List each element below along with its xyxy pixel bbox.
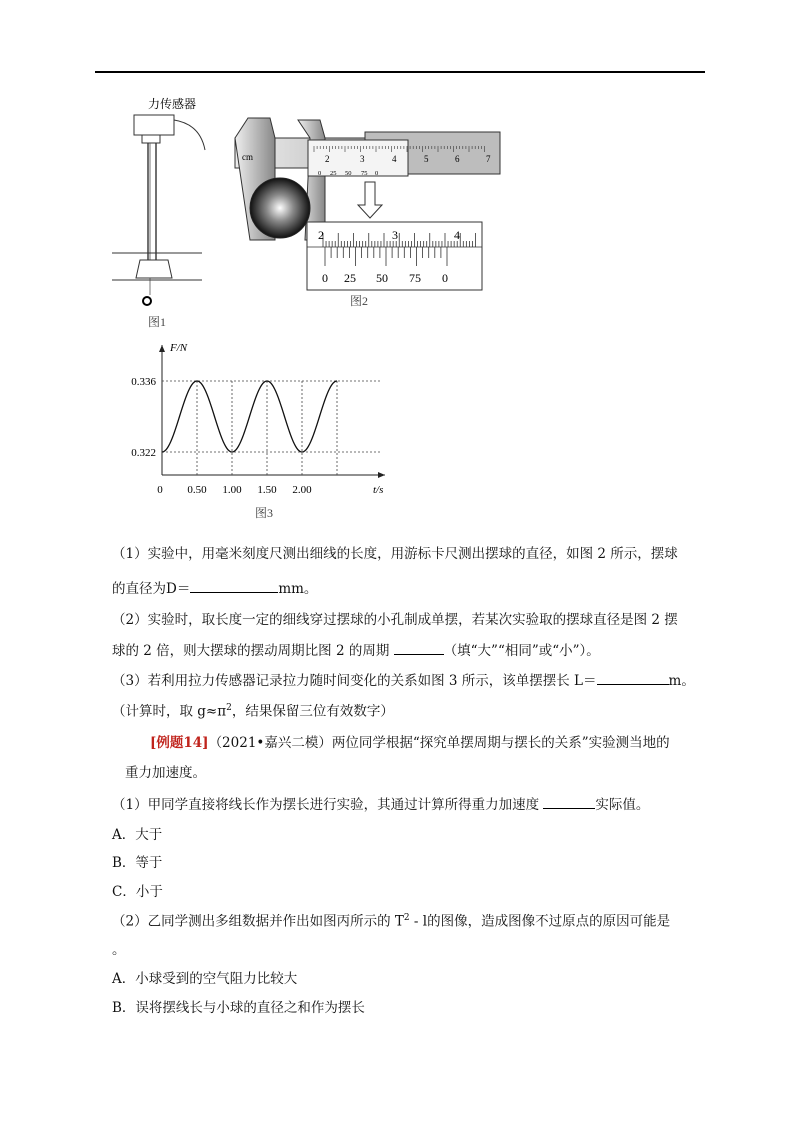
example-14-line2: 重力加速度。 — [125, 765, 206, 781]
zoom-vernier-label: 50 — [376, 271, 388, 285]
q2-line1: （2）实验时，取长度一定的细线穿过摆球的小孔制成单摆，若某次实验取的摆球直径是图 2 摆 — [112, 612, 678, 628]
option-c1: C．小于 — [112, 884, 163, 900]
q1-line2 — [112, 580, 317, 597]
option-b1: B．等于 — [112, 855, 163, 871]
q1-line1: （1）实验中，用毫米刻度尺测出细线的长度，用游标卡尺测出摆球的直径，如图 2 所示，摆球 — [112, 546, 678, 562]
vernier-small-label: 50 — [345, 170, 352, 177]
q1-prefix: 的直径为D＝ — [112, 581, 191, 597]
figure-3-chart — [110, 335, 410, 525]
part2-sup: 2 — [403, 913, 410, 923]
q2-prefix: 球的 2 倍，则大摆球的摆动周期比图 2 的周期 — [112, 643, 390, 659]
main-tick-label: 5 — [424, 154, 429, 164]
q3-line1 — [112, 672, 695, 689]
part2-end: 。 — [112, 942, 126, 958]
q1-suffix: mm。 — [278, 581, 318, 597]
zoom-main-label: 2 — [318, 228, 324, 242]
answer-blank-g[interactable] — [543, 796, 595, 809]
q3-suffix: m。 — [668, 673, 695, 689]
zoom-main-label: 3 — [392, 228, 398, 242]
vernier-small-label: 75 — [361, 170, 368, 177]
vernier-small-label: 0 — [375, 170, 379, 177]
main-tick-label: 7 — [486, 154, 491, 164]
x-tick-label: 1.50 — [257, 484, 277, 496]
part1-prefix: （1）甲同学直接将线长作为摆长进行实验，其通过计算所得重力加速度 — [112, 797, 540, 813]
part2-prefix: （2）乙同学测出多组数据并作出如图丙所示的 T — [112, 913, 404, 930]
part2-question — [112, 913, 670, 930]
header-rule — [95, 71, 705, 73]
vernier-small-label: 0 — [318, 170, 322, 177]
x-tick-label: 1.00 — [222, 484, 242, 496]
fig1-caption: 图1 — [148, 315, 167, 329]
figures-1-2 — [110, 90, 510, 330]
y-axis-label: F/N — [170, 342, 188, 354]
q3-prefix: （3）若利用拉力传感器记录拉力随时间变化的关系如图 3 所示，该单摆摆长 L＝ — [112, 673, 597, 689]
zoom-main-label: 4 — [454, 228, 460, 242]
q3-line2 — [112, 703, 394, 720]
answer-blank-d[interactable] — [190, 580, 278, 593]
q3-note-b: ，结果保留三位有效数字） — [231, 703, 394, 720]
option-a2: A．小球受到的空气阻力比较大 — [112, 971, 298, 987]
figure-1-stand — [112, 96, 205, 329]
zoom-vernier-label: 0 — [322, 271, 328, 285]
x-tick-label: 0.50 — [187, 484, 207, 496]
q3-sup: 2 — [226, 703, 232, 713]
series-line-f — [162, 381, 337, 452]
answer-blank-length[interactable] — [597, 672, 669, 685]
x-axis-arrow — [378, 472, 385, 478]
q2-suffix: （填“大”“相同”或“小”）。 — [443, 643, 600, 659]
x-tick-label: 2.00 — [292, 484, 312, 496]
y-axis-arrow — [159, 345, 165, 352]
q2-line2 — [112, 642, 600, 659]
part2-suffix: - l的图像，造成图像不过原点的原因可能是 — [409, 913, 671, 930]
answer-blank-period[interactable] — [394, 642, 444, 655]
option-a1: A．大于 — [112, 827, 163, 843]
main-tick-label: 2 — [325, 154, 330, 164]
pendulum-ball — [250, 178, 310, 238]
zoom-vernier-label: 25 — [344, 271, 356, 285]
fig2-caption: 图2 — [350, 294, 369, 308]
zoom-vernier-label: 75 — [409, 271, 421, 285]
main-tick-label: 6 — [455, 154, 460, 164]
example-14-line1 — [150, 735, 670, 751]
x-axis-label: t/s — [373, 484, 384, 496]
part1-suffix: 实际值。 — [595, 797, 650, 813]
zoom-vernier-label: 0 — [442, 271, 448, 285]
y-tick-label: 0.322 — [131, 447, 156, 459]
q3-note-a: （计算时，取 g≈π — [112, 703, 227, 720]
sensor-label: 力传感器 — [148, 97, 197, 111]
x-tick-label: 0 — [157, 484, 163, 496]
unit-label: cm — [242, 152, 253, 162]
example-tag: [例题14] — [150, 735, 209, 751]
vernier-small-label: 25 — [330, 170, 337, 177]
main-tick-label: 4 — [392, 154, 397, 164]
main-tick-label: 3 — [360, 154, 365, 164]
chart-title: 图3 — [255, 506, 274, 520]
example-14-text: （2021•嘉兴二模）两位同学根据“探究单摆周期与摆长的关系”实验测当地的 — [208, 735, 670, 751]
part1-question — [112, 796, 649, 813]
y-tick-label: 0.336 — [131, 376, 156, 388]
option-b2: B．误将摆线长与小球的直径之和作为摆长 — [112, 1000, 365, 1016]
figure-2-caliper — [235, 118, 500, 308]
